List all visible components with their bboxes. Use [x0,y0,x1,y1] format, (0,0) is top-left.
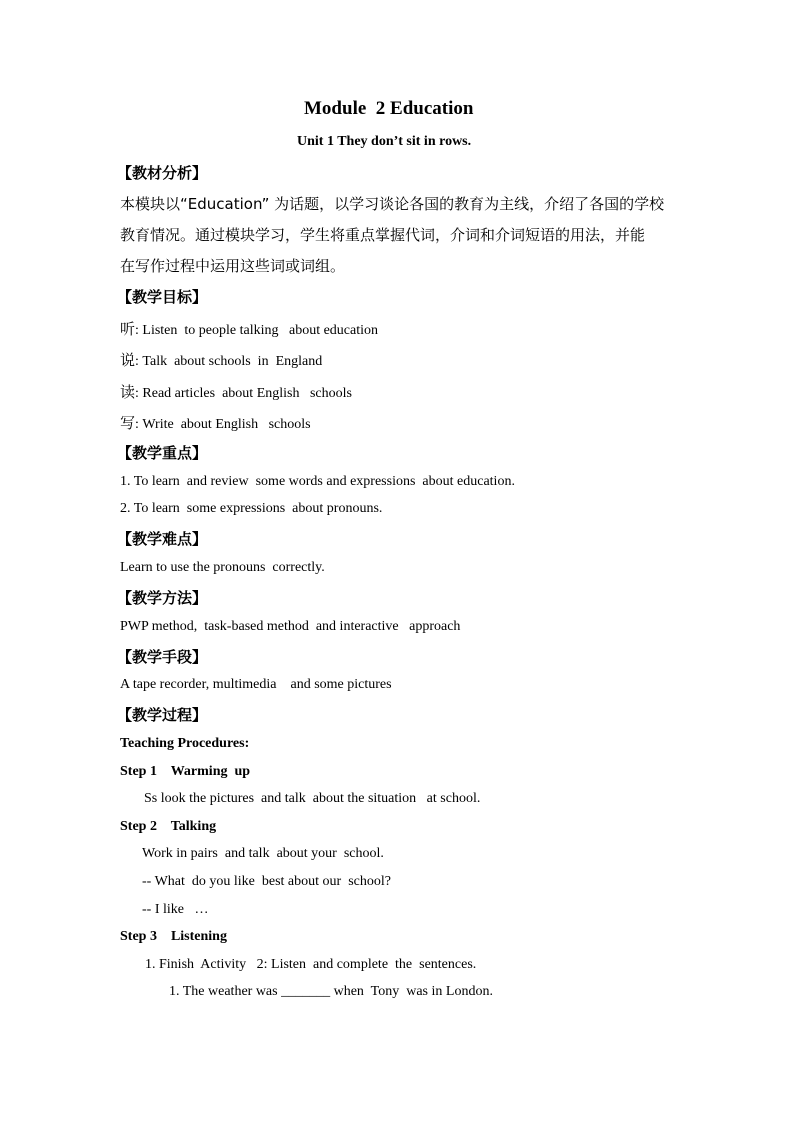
objective-label: 说 [120,351,136,369]
step-3-line-2: 1. The weather was _______ when Tony was in London. [169,984,493,999]
objective-text: : Read articles about English schools [135,386,352,401]
page-title: Module 2 Education [304,98,474,119]
analysis-line-1: 本模块以“Education” 为话题，以学习谈论各国的教育为主线，介绍了各国的学校 [120,195,665,213]
section-header-methods: 【教学方法】 [117,589,208,607]
section-header-textbook-analysis: 【教材分析】 [117,164,208,182]
objective-listening [120,318,378,339]
objective-text: : Write about English schools [135,417,311,432]
objective-label: 听 [120,320,136,338]
step-3-label: Step 3 Listening [120,929,227,944]
section-header-difficulties: 【教学难点】 [117,530,208,548]
objective-label: 读 [120,383,136,401]
analysis-line-2: 教育情况。通过模块学习，学生将重点掌握代词，介词和介词短语的用法，并能 [120,226,646,244]
step-2-line-2: -- What do you like best about our school? [142,874,391,889]
teaching-procedures-label: Teaching Procedures: [120,736,250,751]
objective-text: : Listen to people talking about education [135,323,379,338]
difficulty-text: Learn to use the pronouns correctly. [120,560,325,575]
section-header-means: 【教学手段】 [117,648,208,666]
objective-writing [120,412,311,433]
objective-reading [120,381,352,402]
step-2-line-1: Work in pairs and talk about your school. [142,846,384,861]
key-point-1: 1. To learn and review some words and expressions about education. [120,474,515,489]
section-header-key-points: 【教学重点】 [117,444,208,462]
page-subtitle: Unit 1 They don’t sit in rows. [297,134,472,149]
key-point-2: 2. To learn some expressions about pronouns. [120,501,383,516]
means-text: A tape recorder, multimedia and some pictures [120,677,392,692]
objective-speaking [120,349,322,370]
step-1-line-1: Ss look the pictures and talk about the situation at school. [144,791,481,806]
objective-label: 写 [120,414,136,432]
methods-text: PWP method, task-based method and interactive approach [120,619,461,634]
step-2-label: Step 2 Talking [120,819,217,834]
step-3-line-1: 1. Finish Activity 2: Listen and complete the sentences. [145,957,477,972]
section-header-objectives: 【教学目标】 [117,288,208,306]
analysis-line-3: 在写作过程中运用这些词或词组。 [120,257,346,275]
section-header-process: 【教学过程】 [117,706,208,724]
objective-text: : Talk about schools in England [135,354,323,369]
step-2-line-3: -- I like … [142,902,209,917]
step-1-label: Step 1 Warming up [120,764,251,779]
